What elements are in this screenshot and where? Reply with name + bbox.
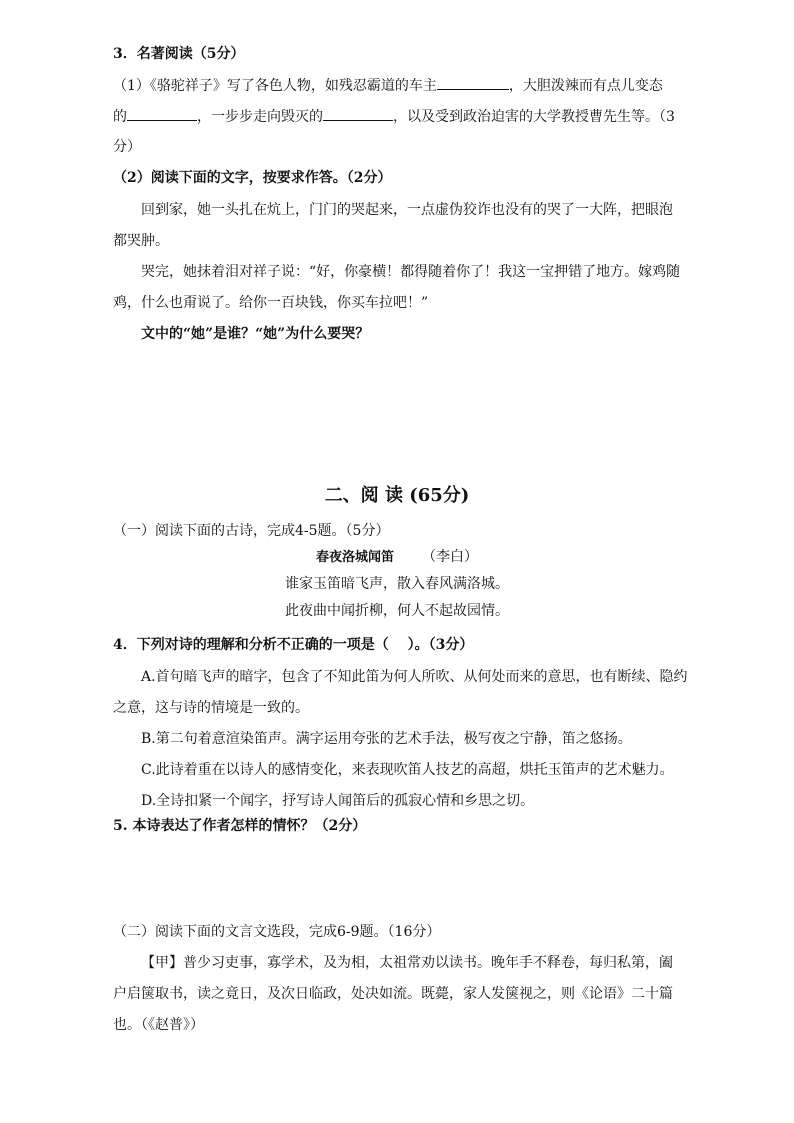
- q3-question: 文中的“她”是谁？“她”为什么要哭？: [141, 326, 370, 342]
- q3-text-2a: 的: [113, 109, 127, 125]
- q4-option-a-line2: 之意，这与诗的情境是一致的。: [113, 700, 309, 716]
- answer-blank-2[interactable]: [127, 106, 197, 121]
- passage-para2-line2: 鸡，什么也甭说了。给你一百块钱，你买车拉吧！”: [113, 295, 429, 311]
- q3-text-1a: （1）《骆驼祥子》写了各色人物，如残忍霸道的车主: [113, 78, 437, 94]
- answer-blank-3[interactable]: [323, 106, 393, 121]
- q4-option-b: B.第二句着意渲染笛声。满字运用夸张的艺术手法，极写夜之宁静，笛之悠扬。: [141, 731, 632, 747]
- part2-intro: （二）阅读下面的文言文选段，完成6-9题。（16分）: [113, 924, 441, 940]
- passage-jia-line3: 也。（《赵普》）: [113, 1017, 204, 1033]
- q3-text-1b: ，大胆泼辣而有点儿变态: [508, 78, 663, 94]
- q3-sub2-title: （2）阅读下面的文字，按要求作答。（2分）: [113, 170, 392, 186]
- poem-title-line: [0, 547, 794, 568]
- passage-jia-line1: 【甲】普少习吏事，寡学术，及为相，太祖常劝以读书。晚年手不释卷，每归私第，阖: [141, 955, 673, 971]
- q5-title: 5. 本诗表达了作者怎样的情怀？（2分）: [113, 818, 367, 834]
- q4-option-c: C.此诗着重在以诗人的感情变化，来表现吹笛人技艺的高超，烘托玉笛声的艺术魅力。: [141, 762, 674, 778]
- answer-blank-1[interactable]: [437, 75, 509, 90]
- q3-text-2b: ，一步步走向毁灭的: [197, 109, 323, 125]
- q4-title: 4．下列对诗的理解和分析不正确的一项是（ ）。（3分）: [113, 637, 474, 653]
- passage-para2-line1: 哭完，她抹着泪对祥子说：“好，你豪横！都得随着你了！我这一宝押错了地方。嫁鸡随: [141, 264, 681, 280]
- q3-line1: [113, 75, 663, 96]
- poem-author: （李白）: [422, 549, 478, 565]
- poem-line-2: 此夜曲中闻折柳，何人不起故园情。: [285, 603, 509, 619]
- q3-text-2c: ，以及受到政治迫害的大学教授曹先生等。（3: [393, 109, 675, 125]
- passage-jia-line2: 户启箧取书，读之竟日，及次日临政，处决如流。既薨，家人发箧视之，则《论语》二十篇: [113, 986, 673, 1002]
- q4-option-d: D.全诗扣紧一个闻字，抒写诗人闻笛后的孤寂心情和乡思之切。: [141, 793, 535, 809]
- q3-line3: 分）: [113, 139, 141, 155]
- poem-line-1: 谁家玉笛暗飞声，散入春风满洛城。: [285, 576, 509, 592]
- passage-para1-line2: 都哭肿。: [113, 233, 169, 249]
- q4-option-a-line1: A.首句暗飞声的暗字，包含了不知此笛为何人所吹、从何处而来的意思，也有断续、隐约: [141, 669, 688, 685]
- poem-title: 春夜洛城闻笛: [315, 550, 394, 565]
- q3-title: 3．名著阅读（5分）: [113, 46, 245, 62]
- passage-para1-line1: 回到家，她一头扎在炕上，门门的哭起来，一点虚伪狡诈也没有的哭了一大阵，把眼泡: [141, 202, 673, 218]
- q3-line2: [113, 106, 675, 127]
- part1-intro: （一）阅读下面的古诗，完成4-5题。（5分）: [113, 523, 390, 539]
- section-heading: 二、阅 读 (65分): [324, 485, 470, 506]
